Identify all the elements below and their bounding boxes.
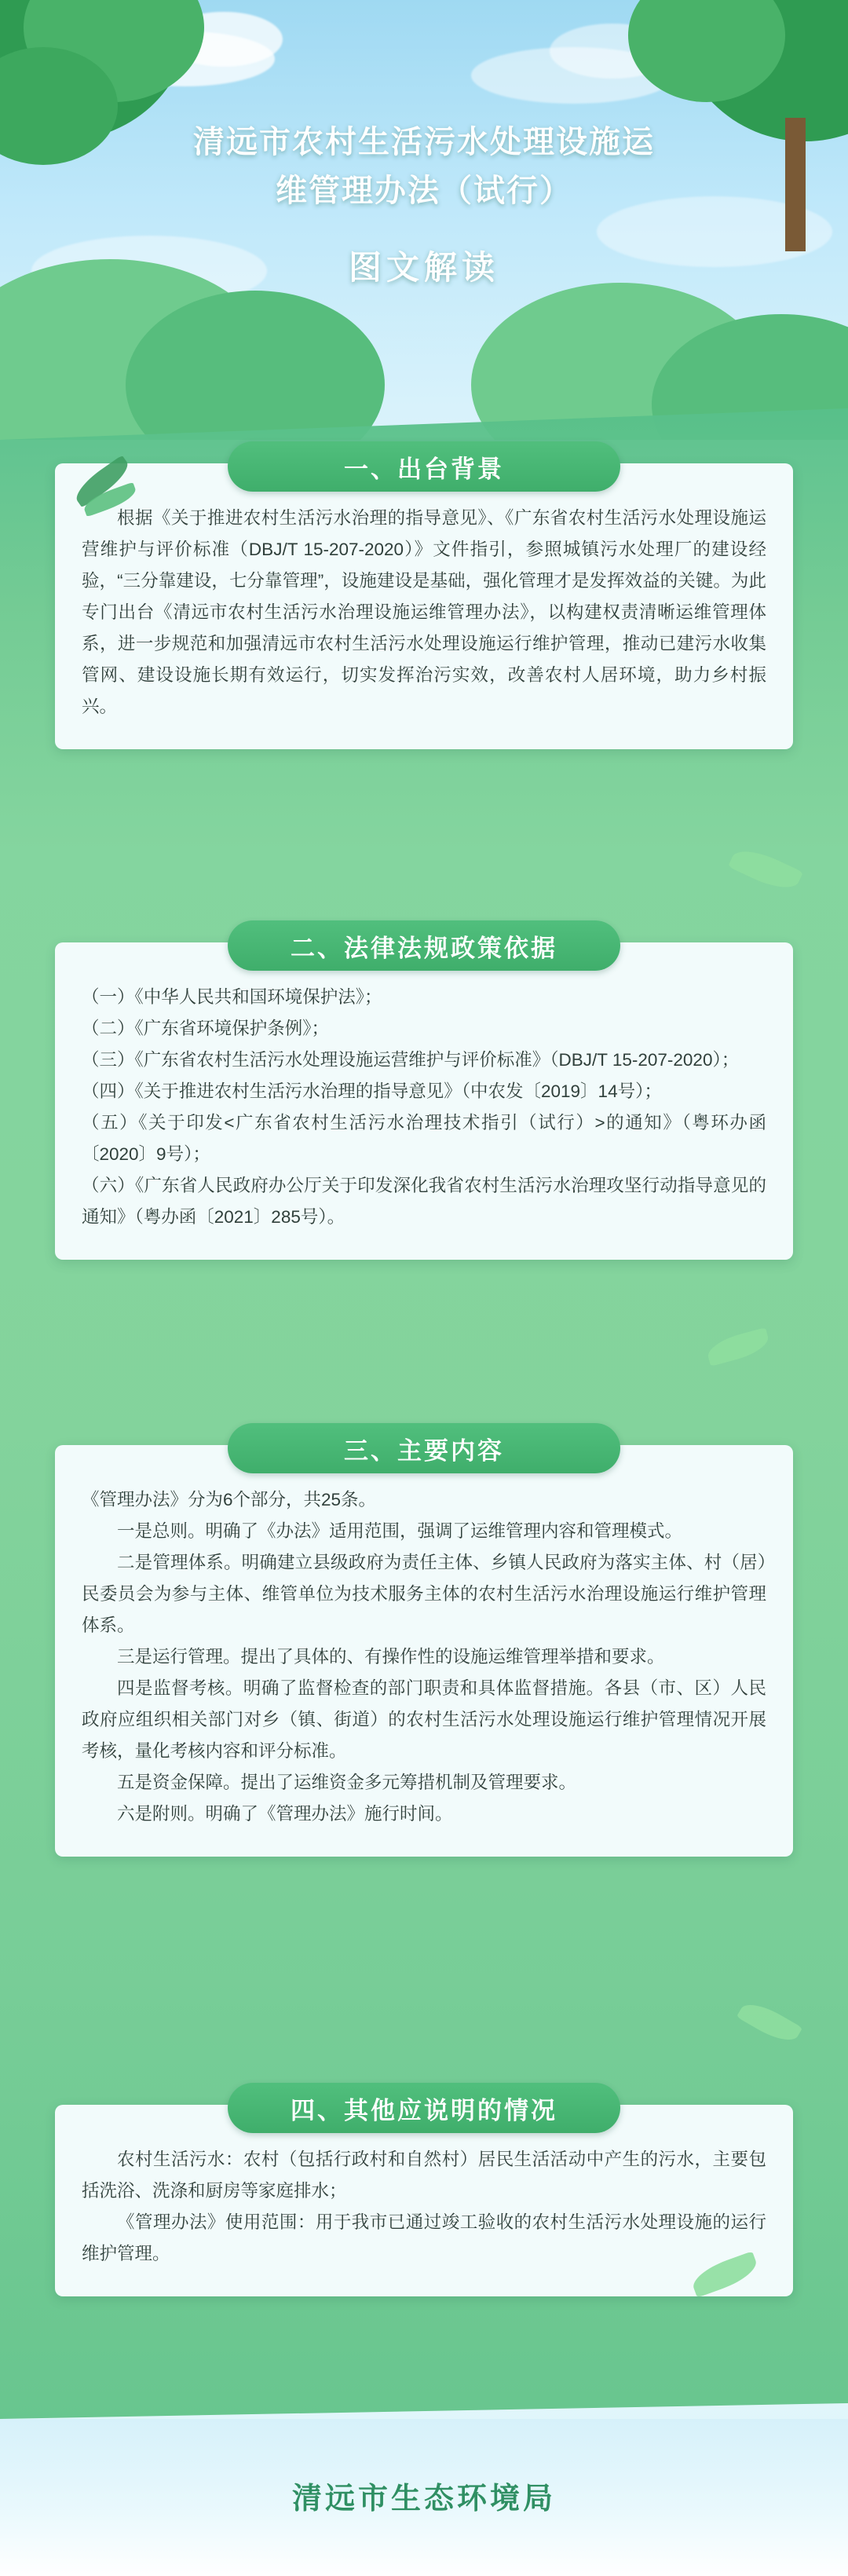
section-body-3: [55, 1484, 793, 1857]
section-body-4: [55, 2144, 793, 2296]
hero-title-block: [0, 118, 848, 289]
section-card-background: [55, 934, 793, 1260]
section-heading-3-label: 三、主要内容: [344, 1436, 504, 1465]
section-card-background: [55, 1436, 793, 1857]
page-title-line-1: 清远市农村生活污水处理设施运: [193, 125, 655, 159]
section-heading-1-label: 一、出台背景: [344, 455, 504, 483]
section-heading-2: [228, 920, 620, 971]
section-heading-3: [228, 1423, 620, 1473]
paragraph: 《管理办法》分为6个部分，共25条。: [82, 1490, 377, 1509]
organization-name: 清远市生态环境局: [291, 2483, 556, 2516]
paragraph: 一是总则。明确了《办法》适用范围，强调了运维管理内容和管理模式。: [117, 1521, 683, 1541]
section-card-background: [55, 2096, 793, 2296]
hero-banner: [0, 0, 848, 440]
footer: [0, 2474, 848, 2517]
section-heading-4-label: 四、其他应说明的情况: [291, 2096, 557, 2124]
paragraph: （三）《广东省农村生活污水处理设施运营维护与评价标准》（DBJ/T 15-207-2020）；: [82, 1050, 740, 1070]
paragraph: （五）《关于印发<广东省农村生活污水治理技术指引（试行）>的通知》（粤环办函〔2020〕9号）；: [82, 1113, 766, 1164]
page-subtitle: 图文解读: [348, 249, 499, 286]
paragraph: （四）《关于推进农村生活污水治理的指导意见》（中农发〔2019〕14号）；: [82, 1081, 662, 1101]
paragraph: 六是附则。明确了《管理办法》施行时间。: [117, 1804, 453, 1824]
paragraph: （六）《广东省人民政府办公厅关于印发深化我省农村生活污水治理攻坚行动指导意见的通知》（粤办函〔2021〕285号）。: [82, 1176, 766, 1227]
section-heading-1: [228, 441, 620, 492]
section-heading-4: [228, 2083, 620, 2133]
paragraph: 四是监督考核。明确了监督检查的部门职责和具体监督措施。各县（市、区）人民政府应组织相关部门对乡（镇、街道）的农村生活污水处理设施运行维护管理情况开展考核，量化考核内容和评分标准。: [82, 1678, 766, 1761]
paragraph: 《管理办法》使用范围：用于我市已通过竣工验收的农村生活污水处理设施的运行维护管理。: [82, 2212, 766, 2263]
section-heading-2-label: 二、法律法规政策依据: [291, 934, 557, 962]
paragraph: 农村生活污水：农村（包括行政村和自然村）居民生活活动中产生的污水，主要包括洗浴、洗涤和厨房等家庭排水；: [82, 2150, 766, 2201]
paragraph: 根据《关于推进农村生活污水治理的指导意见》、《广东省农村生活污水处理设施运营维护与评价标准（DBJ/T 15-207-2020）》文件指引，参照城镇污水处理厂的建设经验，“三分靠建设，七分靠管理”，设施建设是基础，强化管理才是发挥效益的关键。为此专门出台《清远市农村生活污水治理设施运维管理办法》，以构建权责清晰运维管理体系，进一步规范和加强清远市农村生活污水处理设施运行维护管理，推动已建污水收集管网、建设设施长期有效运行，切实发挥治污实效，改善农村人居环境，助力乡村振兴。: [82, 508, 766, 716]
section-body-2: [55, 982, 793, 1260]
paragraph: 五是资金保障。提出了运维资金多元筹措机制及管理要求。: [117, 1773, 577, 1792]
page-title-line-2: 维管理办法（试行）: [276, 174, 572, 208]
paragraph: 三是运行管理。提出了具体的、有操作性的设施运维管理举措和要求。: [117, 1647, 665, 1667]
paragraph: 二是管理体系。明确建立县级政府为责任主体、乡镇人民政府为落实主体、村（居）民委员会为参与主体、维管单位为技术服务主体的农村生活污水治理设施运行维护管理体系。: [82, 1553, 766, 1635]
paragraph: （一）《中华人民共和国环境保护法》；: [82, 987, 382, 1007]
section-card-background: [55, 455, 793, 749]
paragraph: （二）《广东省环境保护条例》；: [82, 1019, 330, 1038]
section-body-1: [55, 503, 793, 749]
